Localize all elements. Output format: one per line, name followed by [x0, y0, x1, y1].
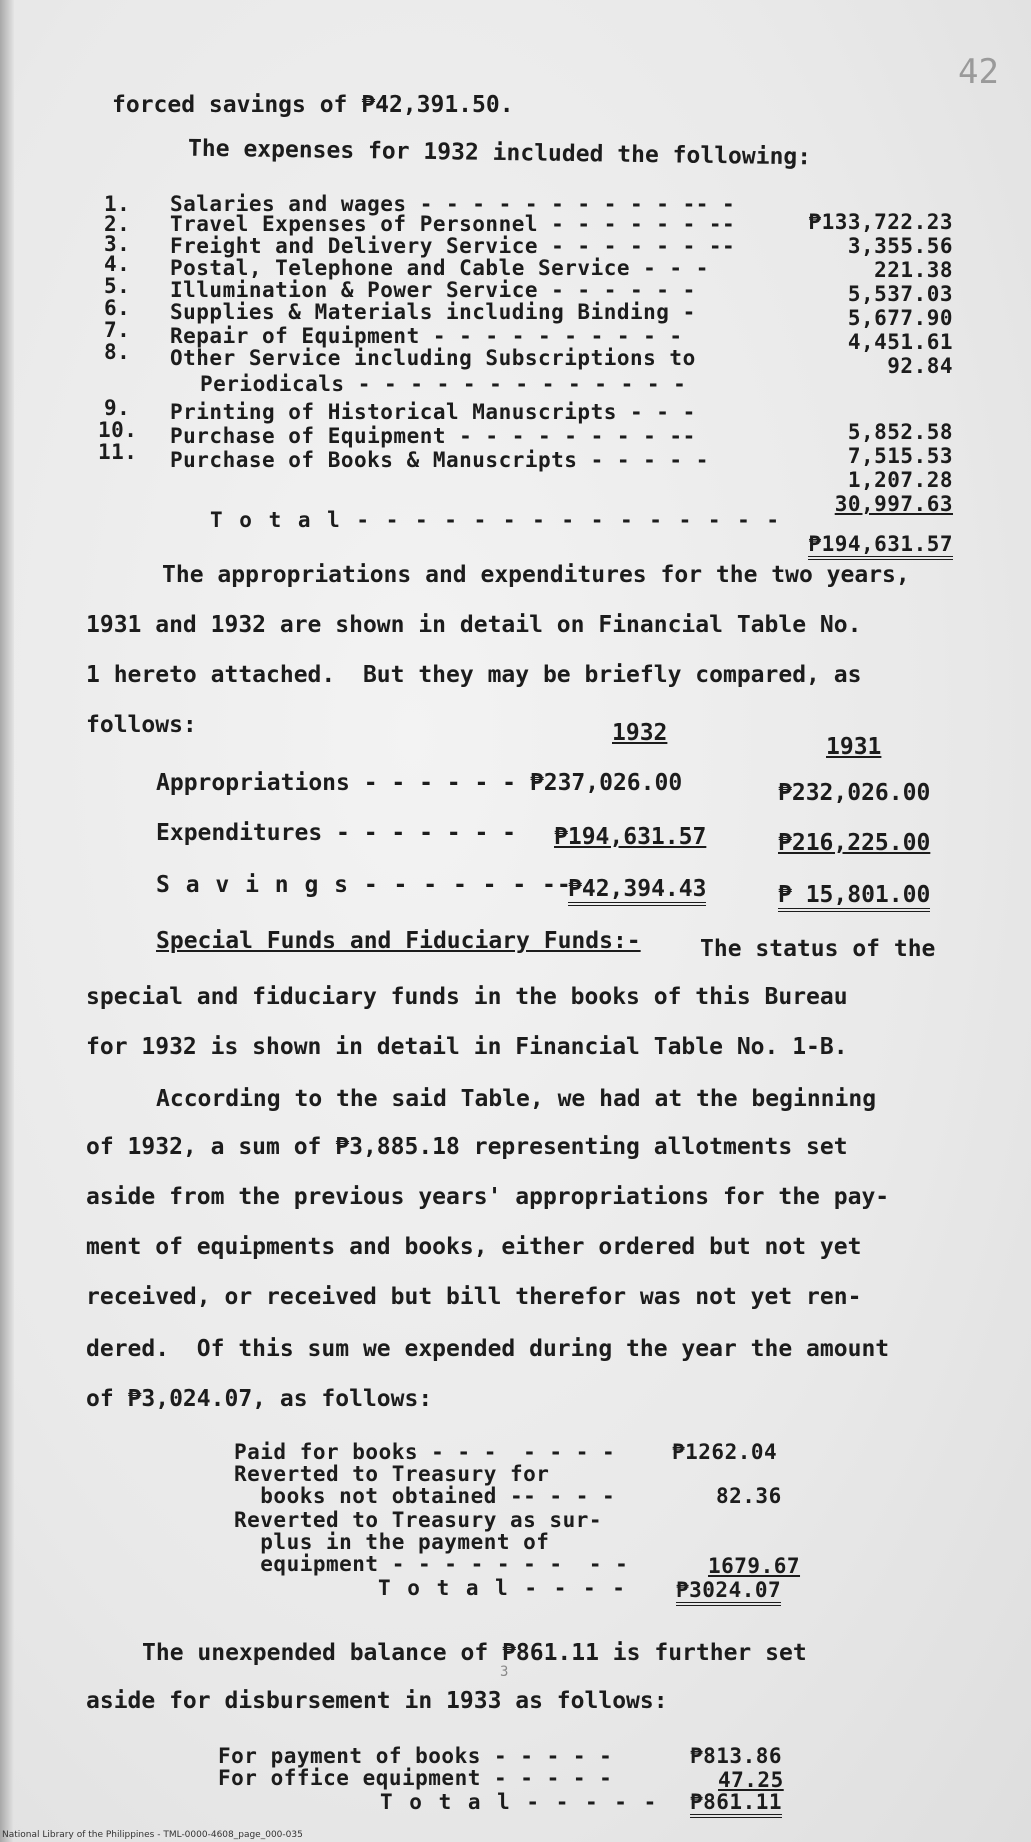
marginal-mark: 3: [500, 1664, 509, 1680]
expenditures-1932: ₱194,631.57: [554, 824, 707, 850]
final-total-label: T o t a l - - - - -: [380, 1790, 659, 1814]
para3-line: ment of equipments and books, either ordered but not yet: [86, 1234, 862, 1260]
para1-line: 1 hereto attached. But they may be briefly compared, as: [86, 662, 862, 688]
page-number: 42: [958, 52, 999, 92]
expense-amount: 3,355.56: [847, 234, 953, 258]
expense-amount: 5,677.90: [847, 306, 953, 330]
expense-label: Other Service including Subscriptions to: [170, 346, 696, 370]
expense-label: Purchase of Equipment - - - - - - - - --: [170, 424, 696, 448]
expenditures-label: Expenditures - - - - - - -: [156, 820, 517, 846]
para1-line: 1931 and 1932 are shown in detail on Financial Table No.: [86, 612, 862, 638]
para1-line: follows:: [86, 712, 197, 738]
expense-label: Repair of Equipment - - - - - - - - - -: [170, 324, 683, 348]
expense-amount: 5,852.58: [847, 420, 953, 444]
intro-line: forced savings of ₱42,391.50.: [112, 92, 514, 118]
expense-amount: 4,451.61: [847, 330, 953, 354]
expense-no: 8.: [104, 340, 131, 364]
expense-no: 2.: [104, 212, 131, 236]
expense-label: Supplies & Materials including Binding -: [170, 300, 696, 324]
reverted-label: equipment - - - - - - - - -: [234, 1552, 629, 1576]
expense-label: Illumination & Power Service - - - - - -: [170, 278, 696, 302]
expense-no: 5.: [104, 274, 131, 298]
final-total-amount: ₱861.11: [690, 1790, 782, 1818]
para2-line: special and fiduciary funds in the books of this Bureau: [86, 984, 848, 1010]
para3-line: of ₱3,024.07, as follows:: [86, 1386, 433, 1412]
col-header-1931: 1931: [826, 734, 882, 760]
col-header-1932: 1932: [612, 720, 668, 746]
expense-no: 6.: [104, 296, 131, 320]
appropriations-row: Appropriations - - - - - - ₱237,026.00: [156, 770, 683, 796]
savings-label: S a v i n g s - - - - - - --: [156, 872, 572, 898]
expense-no: 7.: [104, 318, 131, 342]
reverted-label: plus in the payment of: [234, 1530, 550, 1554]
expense-label-cont: Periodicals - - - - - - - - - - - - -: [200, 372, 687, 396]
expense-no: 11.: [98, 440, 138, 464]
paid-books-amount: ₱1262.04: [672, 1440, 778, 1464]
reverted-books-amount: 82.36: [716, 1484, 782, 1508]
expense-label: Salaries and wages - - - - - - - - - - -- -: [170, 192, 736, 216]
savings-1931: ₱ 15,801.00: [778, 882, 930, 912]
expense-amount: ₱133,722.23: [808, 210, 953, 234]
surplus-amount: 1679.67: [708, 1554, 801, 1578]
expense-amount: 5,537.03: [847, 282, 953, 306]
reverted-label: books not obtained -- - - -: [234, 1484, 616, 1508]
reverted-label: Reverted to Treasury for: [234, 1462, 550, 1486]
expense-no: 9.: [104, 396, 131, 420]
expenses-total-label: T o t a l - - - - - - - - - - - - - - -: [210, 508, 782, 532]
special-funds-heading: Special Funds and Fiduciary Funds:-: [156, 928, 641, 954]
para1-line: The appropriations and expenditures for the two years,: [162, 562, 910, 588]
para4-line: The unexpended balance of ₱861.11 is further set: [142, 1640, 807, 1666]
expense-label: Travel Expenses of Personnel - - - - - - --: [170, 212, 736, 236]
expense-amount-last: 30,997.63: [834, 492, 953, 516]
expense-amount: 92.84: [887, 354, 953, 378]
savings-1932: ₱42,394.43: [568, 876, 706, 906]
expense-no: 1.: [104, 192, 131, 216]
expense-amount: 221.38: [874, 258, 953, 282]
para2-line: for 1932 is shown in detail in Financial Table No. 1-B.: [86, 1034, 848, 1060]
final-books-label: For payment of books - - - - -: [218, 1744, 613, 1768]
para3-line: According to the said Table, we had at the beginning: [156, 1086, 877, 1112]
expense-label: Purchase of Books & Manuscripts - - - - -: [170, 448, 709, 472]
expense-label: Freight and Delivery Service - - - - - - --: [170, 234, 736, 258]
para4-line: aside for disbursement in 1933 as follows:: [86, 1688, 668, 1714]
expense-label: Printing of Historical Manuscripts - - -: [170, 400, 696, 424]
paid-total-label: T o t a l - - - -: [378, 1576, 627, 1600]
page-binding-edge: [0, 0, 14, 1842]
reverted-label: Reverted to Treasury as sur-: [234, 1508, 603, 1532]
paid-books-label: Paid for books - - - - - - -: [234, 1440, 616, 1464]
expenses-total-amount: ₱194,631.57: [808, 532, 953, 560]
paid-total-amount: ₱3024.07: [676, 1578, 781, 1606]
para3-line: received, or received but bill therefor was not yet ren-: [86, 1284, 862, 1310]
final-books-amount: ₱813.86: [690, 1744, 783, 1768]
para2-line: The status of the: [700, 936, 936, 962]
expense-no: 10.: [98, 418, 138, 442]
expense-label: Postal, Telephone and Cable Service - - -: [170, 256, 709, 280]
final-equipment-amount: 47.25: [718, 1768, 784, 1792]
appropriations-1931: ₱232,026.00: [778, 780, 931, 806]
expense-no: 4.: [104, 252, 131, 276]
footer-caption: National Library of the Philippines - TML-0000-4608_page_000-035: [2, 1830, 303, 1840]
final-equipment-label: For office equipment - - - - -: [218, 1766, 613, 1790]
para3-line: dered. Of this sum we expended during the year the amount: [86, 1336, 890, 1362]
para3-line: aside from the previous years' appropriations for the pay-: [86, 1184, 890, 1210]
expense-amount: 7,515.53: [847, 444, 953, 468]
expenses-heading: The expenses for 1932 included the following:: [187, 135, 812, 171]
expenditures-1931: ₱216,225.00: [778, 830, 931, 856]
expense-no: 3.: [104, 232, 131, 256]
para3-line: of 1932, a sum of ₱3,885.18 representing allotments set: [86, 1134, 848, 1160]
expense-amount: 1,207.28: [847, 468, 953, 492]
